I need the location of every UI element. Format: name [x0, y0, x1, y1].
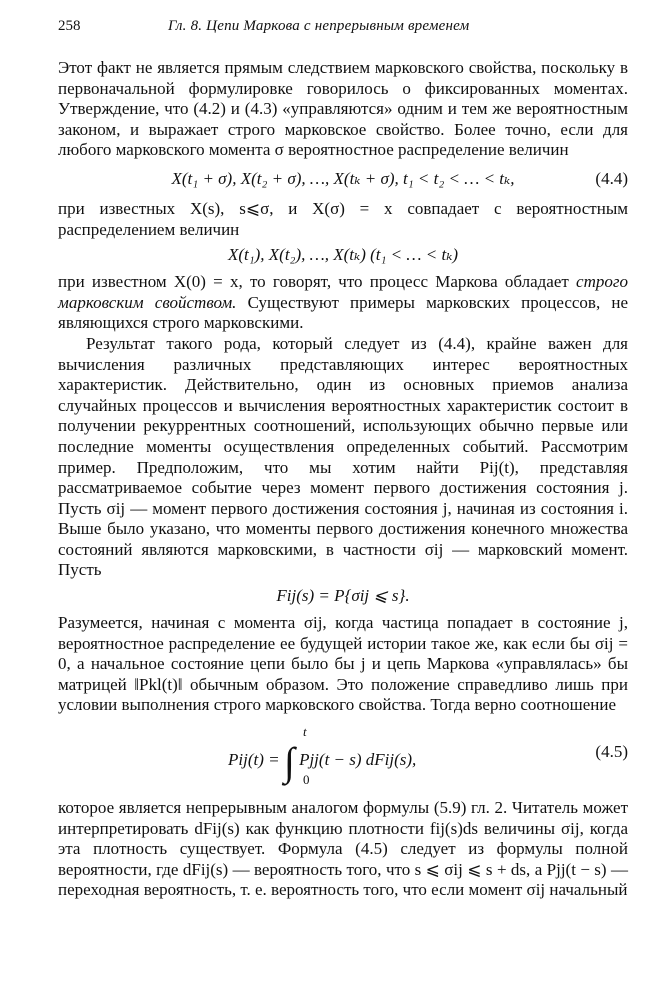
running-title: Гл. 8. Цепи Маркова с непрерывным временем [168, 18, 470, 34]
paragraph-3 [58, 272, 628, 334]
integral-upper-limit: t [303, 724, 307, 740]
paragraph-6: которое является непрерывным аналогом формулы (5.9) гл. 2. Читатель может интерпретировать dFij(s) как функцию плотности fij(s)ds величины σij, когда эта плотность существует. Формула (4.5) следует из формулы полной вероятности, где dFij(s) — вероятность того, что s ⩽ σij ⩽ s + ds, а Pjj(t − s) — переходная вероятность, т. е. вероятность того, что если момент σij начальный [58, 798, 628, 900]
formula-times-expr: X(t₁), X(t₂), …, X(tₖ) (t₁ < … < tₖ) [227, 245, 459, 265]
page-number: 258 [58, 18, 81, 34]
formula-4-5-expr [228, 739, 417, 785]
paragraph-3-start: при известном X(0) = x, то говорят, что процесс Маркова обладает [58, 272, 577, 292]
paragraph-4: Результат такого рода, который следует из (4.4), крайне важен для вычисления различных представляющих интерес вероятностных характеристик. Действительно, один из основных приемов анализа случайных процессов и вычисления вероятностных характеристик состоит в получении рекуррентных соотношений, использующих обычно первые или последние моменты осуществления определенных событий. Рассмотрим пример. Предположим, что мы хотим найти Pij(t), представляя рассматриваемое событие через момент первого достижения состояния j. Пусть σij — момент первого достижения состояния j, начиная из состояния i. Выше было указано, что моменты первого достижения конечного множества состояний являются марковскими, в частности σij — марковский момент. Пусть [58, 333, 628, 580]
formula-4-4-expr: X(t₁ + σ), X(t₂ + σ), …, X(tₖ + σ), t₁ < t₂ < … < tₖ, [171, 168, 515, 188]
formula-F [58, 585, 628, 607]
formula-4-4 [58, 167, 628, 191]
formula-4-5 [58, 724, 628, 788]
formula-4-5-rhs: Pjj(t − s) dFij(s), [299, 750, 417, 770]
paragraph-3-end: Существуют примеры марковских процессов, не являющихся строго марковскими. [58, 292, 628, 333]
term-strong-markov: строго марковским свойством. [58, 272, 628, 312]
page-body [58, 58, 628, 901]
integral-sign: ∫ [283, 739, 295, 785]
formula-F-expr: Fij(s) = P{σij ⩽ s}. [276, 586, 410, 606]
integral-lower-limit: 0 [303, 772, 310, 788]
formula-times [58, 244, 628, 266]
paragraph-1: Этот факт не является прямым следствием марковского свойства, поскольку в первоначальной формулировке говорилось о фиксированных моментах. Утверждение, что (4.2) и (4.3) «управляются» одним и тем же вероятностным законом, и выражает строго марковское свойство. Более точно, если для любого марковского момента σ вероятностное распределение величин [58, 58, 628, 160]
formula-4-4-number: (4.4) [595, 168, 628, 188]
paragraph-2: при известных X(s), s⩽σ, и X(σ) = x совпадает с вероятностным распределением величин [58, 198, 628, 239]
formula-4-5-number: (4.5) [595, 742, 628, 762]
paragraph-5: Разумеется, начиная с момента σij, когда частица попадает в состояние j, вероятностное распределение ее будущей истории такое же, как если бы σij = 0, а начальное состояние цепи было бы j и цепь Маркова «управлялась» бы матрицей ‖Pkl(t)‖ обычным образом. Это положение справедливо лишь при условии выполнения строго марковского свойства. Тогда верно соотношение [58, 613, 628, 715]
page-header [58, 18, 620, 40]
formula-4-5-lhs: Pij(t) = [228, 750, 280, 770]
